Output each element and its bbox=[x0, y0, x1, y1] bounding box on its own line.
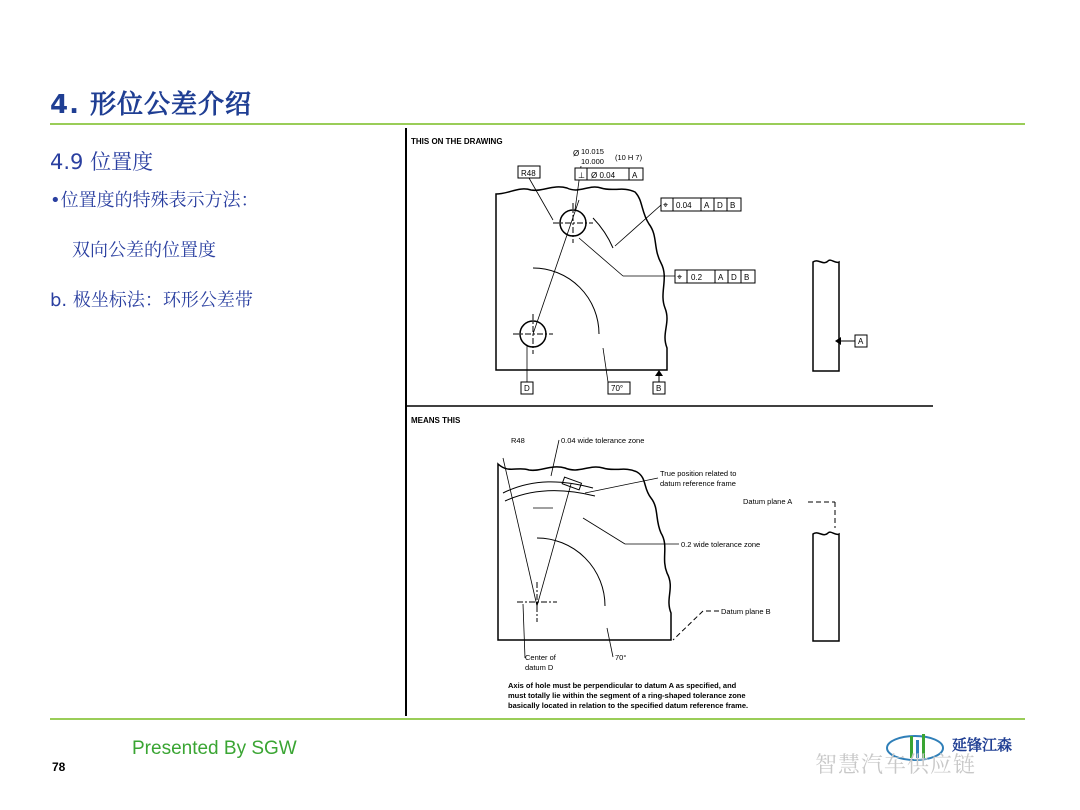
dia-lower: 10.000 bbox=[581, 157, 604, 166]
sub-bullet-text: 双向公差的位置度 bbox=[72, 240, 216, 261]
note-004: 0.04 wide tolerance zone bbox=[561, 436, 645, 445]
radius-label: R48 bbox=[521, 169, 536, 178]
pos-tol-1: 0.04 bbox=[676, 201, 692, 210]
bullet-text: •位置度的特殊表示方法： bbox=[50, 190, 259, 211]
svg-text:Ø: Ø bbox=[573, 149, 580, 158]
watermark-text: 智慧汽车供应链 bbox=[815, 753, 977, 778]
datum-b: B bbox=[656, 384, 662, 393]
true-pos-2: datum reference frame bbox=[660, 479, 736, 488]
means-heading: MEANS THIS bbox=[411, 416, 461, 425]
r48-b: R48 bbox=[511, 436, 525, 445]
page-number: 78 bbox=[52, 760, 66, 774]
pos-datum-1c: B bbox=[730, 201, 736, 210]
perp-datum: A bbox=[632, 171, 638, 180]
pos-symbol-1: ⌖ bbox=[663, 200, 669, 210]
datum-plane-a: Datum plane A bbox=[743, 497, 793, 506]
perp-symbol: ⊥ bbox=[578, 171, 585, 180]
pos-datum-1b: D bbox=[717, 201, 723, 210]
axis-note-1: Axis of hole must be perpendicular to datum A as specified, and bbox=[508, 681, 737, 690]
datum-a: A bbox=[858, 337, 864, 346]
pos-datum-1a: A bbox=[704, 201, 710, 210]
perp-tol: Ø 0.04 bbox=[591, 171, 616, 180]
true-pos-1: True position related to bbox=[660, 469, 737, 478]
axis-note-3: basically located in relation to the specified datum reference frame. bbox=[508, 701, 749, 710]
drawing-heading: THIS ON THE DRAWING bbox=[411, 137, 503, 146]
section-heading: 4.9 位置度 bbox=[50, 150, 154, 174]
top-divider bbox=[50, 123, 1025, 125]
axis-note-2: must totally lie within the segment of a ring-shaped tolerance zone bbox=[508, 691, 746, 700]
logo-text: 延锋江森 bbox=[952, 736, 1013, 754]
angle-b: 70° bbox=[615, 653, 627, 662]
center-label-2: datum D bbox=[525, 663, 554, 672]
pos-tol-2: 0.2 bbox=[691, 273, 703, 282]
slide-title: 4. 形位公差介绍 bbox=[50, 90, 253, 120]
method-text: b. 极坐标法：环形公差带 bbox=[50, 290, 253, 311]
pos-datum-2b: D bbox=[731, 273, 737, 282]
angle-label: 70° bbox=[611, 384, 624, 393]
presenter-footer: Presented By SGW bbox=[132, 738, 297, 759]
center-label-1: Center of bbox=[525, 653, 556, 662]
datum-plane-b: Datum plane B bbox=[721, 607, 771, 616]
engineering-drawing bbox=[403, 128, 933, 716]
dia-upper: 10.015 bbox=[581, 147, 604, 156]
pos-datum-2c: B bbox=[744, 273, 750, 282]
bottom-divider bbox=[50, 718, 1025, 720]
pos-datum-2a: A bbox=[718, 273, 724, 282]
datum-d: D bbox=[524, 384, 530, 393]
pos-symbol-2: ⌖ bbox=[677, 272, 683, 282]
note-02: 0.2 wide tolerance zone bbox=[681, 540, 761, 549]
fit-label: (10 H 7) bbox=[615, 153, 643, 162]
